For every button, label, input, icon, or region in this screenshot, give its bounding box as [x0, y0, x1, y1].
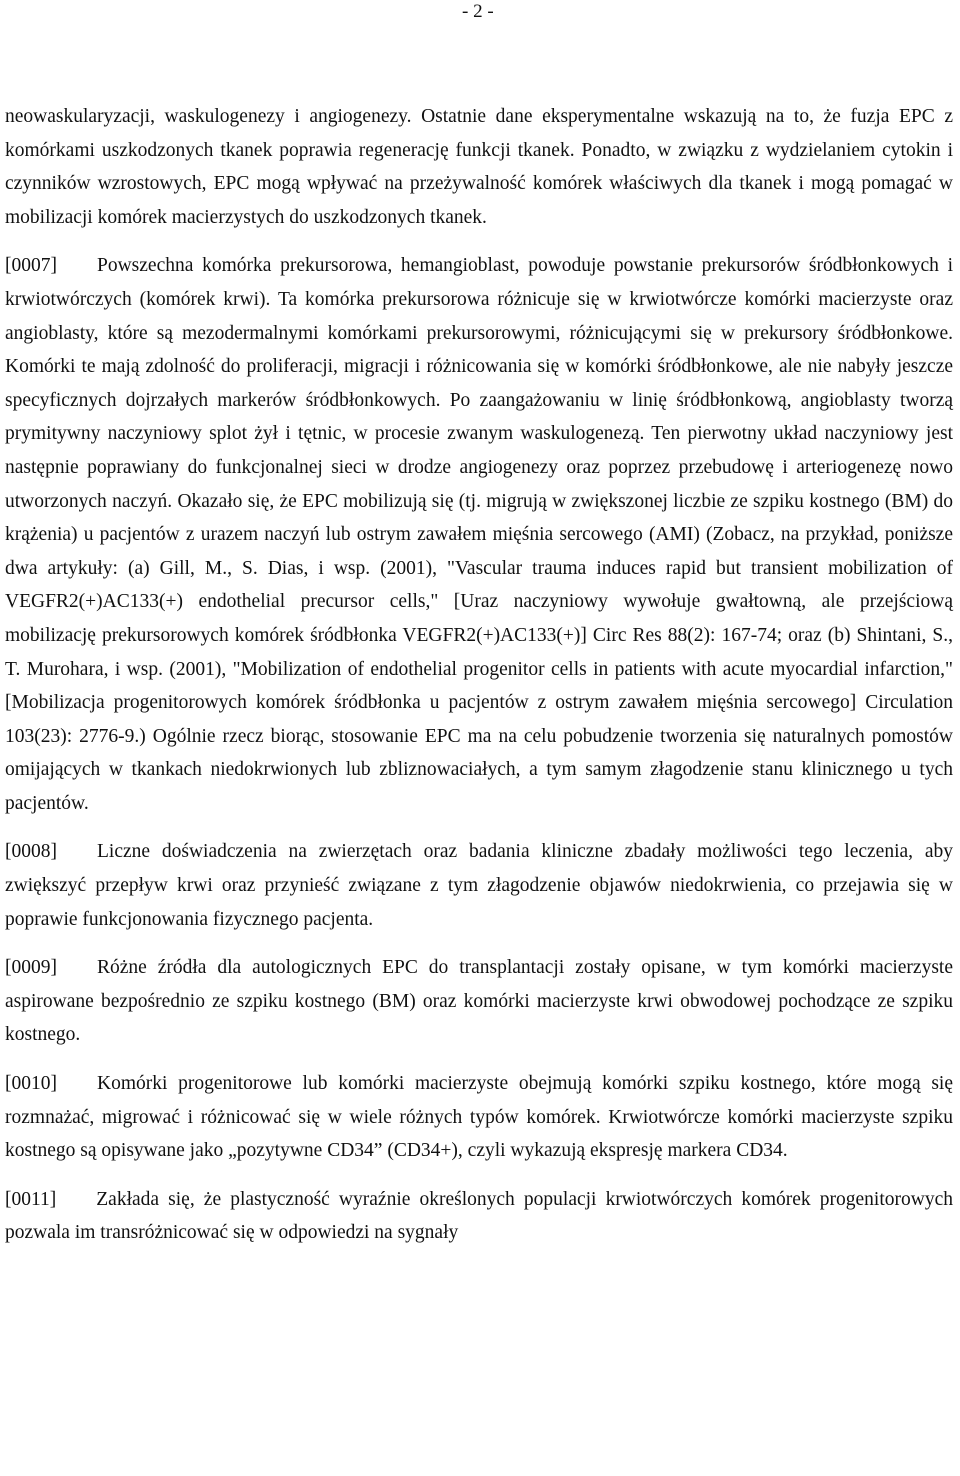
paragraph-0009	[5, 951, 953, 1052]
paragraph-text: Powszechna komórka prekursorowa, hemangioblast, powoduje powstanie prekursorów śródbłonkowych i krwiotwórczych (komórek krwi). Ta komórka prekursorowa różnicuje się w krwiotwórcze komórki macierzyste oraz angioblasty, które są mezodermalnymi komórkami prekursorowymi, różnicującymi się w prekursory śródbłonkowe. Komórki te mają zdolność do proliferacji, migracji i różnicowania się w komórki śródbłonkowe, ale nie nabyły jeszcze specyficznych dojrzałych markerów śródbłonkowych. Po zaangażowaniu w linię śródbłonkową, angioblasty tworzą prymitywny naczyniowy splot żył i tętnic, w procesie zwanym waskulogenezą. Ten pierwotny układ naczyniowy jest następnie poprawiany do funkcjonalnej sieci w drodze angiogenezy oraz poprzez przebudowę i arteriogenezę nowo utworzonych naczyń. Okazało się, że EPC mobilizują się (tj. migrują w zwiększonej liczbie ze szpiku kostnego (BM) do krążenia) u pacjentów z urazem naczyń lub ostrym zawałem mięśnia sercowego (AMI) (Zobacz, na przykład, poniższe dwa artykuły: (a) Gill, M., S. Dias, i wsp. (2001), "Vascular trauma induces rapid but transient mobilization of VEGFR2(+)AC133(+) endothelial precursor cells," [Uraz naczyniowy wywołuje gwałtowną, ale przejściową mobilizację prekursorowych komórek śródbłonka VEGFR2(+)AC133(+)] Circ Res 88(2): 167-74; oraz (b) Shintani, S., T. Murohara, i wsp. (2001), "Mobilization of endothelial progenitor cells in patients with acute myocardial infarction," [Mobilizacja progenitorowych komórek śródbłonka u pacjentów z ostrym zawałem mięśnia sercowego] Circulation 103(23): 2776-9.) Ogólnie rzecz biorąc, stosowanie EPC ma na celu pobudzenie tworzenia się naturalnych pomostów omijających w tkankach niedokrwionych lub zbliznowaciałych, a tym samym złagodzenie stanu klinicznego u tych pacjentów.	[5, 255, 953, 814]
paragraph-text: Komórki progenitorowe lub komórki macierzyste obejmują komórki szpiku kostnego, które mogą się rozmnażać, migrować i różnicować się w wiele różnych typów komórek. Krwiotwórcze komórki macierzyste szpiku kostnego są opisywane jako „pozytywne CD34” (CD34+), czyli wykazują ekspresję markera CD34.	[5, 1073, 953, 1162]
paragraph-number: [0011]	[5, 1188, 57, 1210]
page-number: - 2 -	[462, 1, 494, 22]
paragraph-text: Różne źródła dla autologicznych EPC do transplantacji zostały opisane, w tym komórki macierzyste aspirowane bezpośrednio ze szpiku kostnego (BM) oraz komórki macierzyste krwi obwodowej pochodzące ze szpiku kostnego.	[5, 957, 953, 1046]
paragraph-number: [0010]	[5, 1073, 57, 1095]
paragraph-text: neowaskularyzacji, waskulogenezy i angiogenezy. Ostatnie dane eksperymentalne wskazują na to, że fuzja EPC z komórkami uszkodzonych tkanek poprawia regenerację funkcji tkanek. Ponadto, w związku z wydzielaniem cytokin i czynników wzrostowych, EPC mogą wpływać na przeżywalność komórek właściwych dla tkanek i mogą pomagać w mobilizacji komórek macierzystych do uszkodzonych tkanek.	[5, 106, 953, 228]
paragraph-0007	[5, 249, 953, 820]
paragraph-text: Zakłada się, że plastyczność wyraźnie określonych populacji krwiotwórczych komórek progenitorowych pozwala im transróżnicować się w odpowiedzi na sygnały	[5, 1188, 953, 1244]
paragraph-0011	[5, 1183, 953, 1250]
paragraph-number: [0009]	[5, 957, 57, 979]
paragraph-number: [0008]	[5, 841, 57, 863]
paragraph-text: Liczne doświadczenia na zwierzętach oraz badania kliniczne zbadały możliwości tego leczenia, aby zwiększyć przepływ krwi oraz przynieść związane z tym złagodzenie objawów niedokrwienia, co przejawia się w poprawie funkcjonowania fizycznego pacjenta.	[5, 841, 953, 930]
paragraph-continuation	[5, 100, 953, 234]
paragraph-0010	[5, 1067, 953, 1168]
body-text	[5, 100, 953, 1250]
paragraph-number: [0007]	[5, 255, 57, 277]
paragraph-0008	[5, 835, 953, 936]
